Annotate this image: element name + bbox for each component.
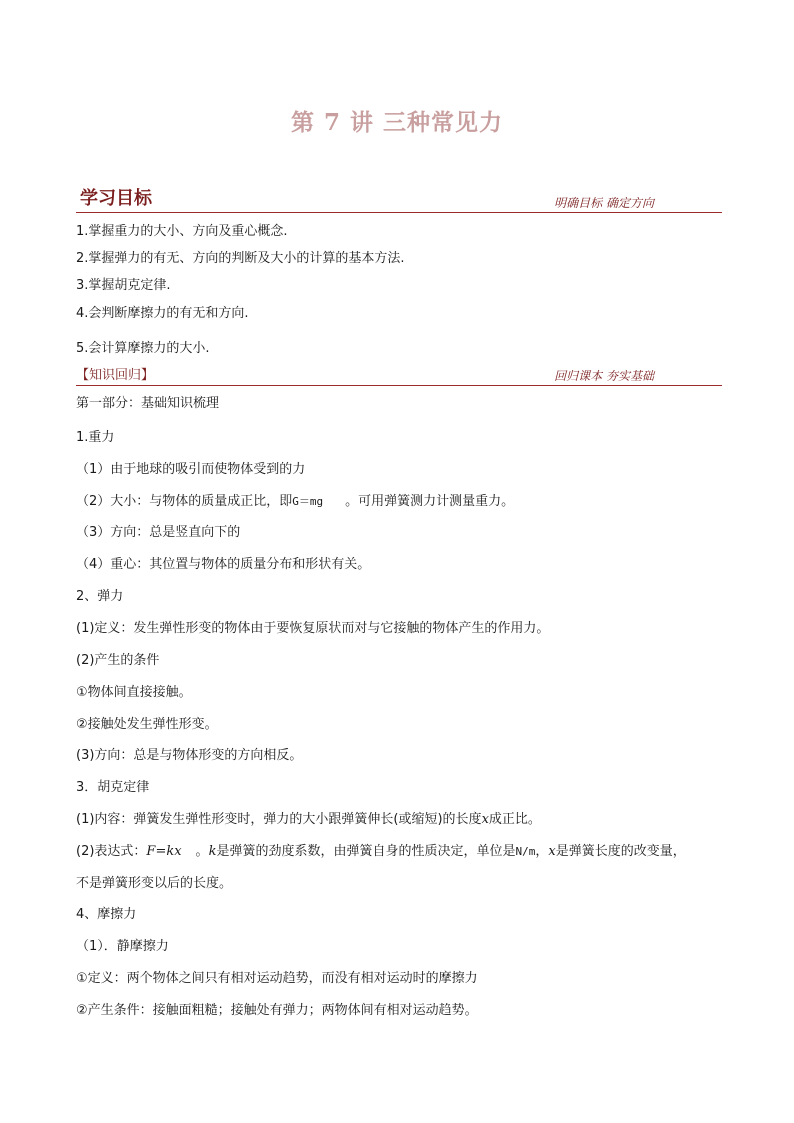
- var-x: x: [548, 844, 556, 859]
- text-fragment: （2）大小：与物体的质量成正比，即: [76, 494, 293, 509]
- text-line: ②接触处发生弹性形变。: [76, 717, 218, 732]
- section-heading: 2、弹力: [76, 589, 124, 604]
- text-fragment: (2)表达式：: [76, 844, 147, 859]
- page-title: 第 7 讲 三种常见力: [290, 109, 504, 136]
- section-heading: 4、摩擦力: [76, 907, 137, 922]
- text-fragment: 。: [195, 844, 209, 859]
- text-line: (3)方向：总是与物体形变的方向相反。: [76, 748, 303, 763]
- text-line: 不是弹簧形变以后的长度。: [76, 876, 233, 891]
- text-line: (2)产生的条件: [76, 653, 160, 668]
- text-fragment: 是弹簧长度的改变量，: [555, 844, 686, 859]
- text-line: [76, 493, 514, 511]
- text-fragment: ，: [535, 844, 549, 859]
- text-fragment: 成正比。: [488, 812, 541, 827]
- text-fragment: 。可用弹簧测力计测量重力。: [345, 494, 515, 509]
- goals-header-tagline: 明确目标 确定方向: [554, 196, 654, 210]
- text-fragment: 是弹簧的劲度系数，由弹簧自身的性质决定，单位是: [216, 844, 516, 859]
- text-fragment: (1)内容：弹簧发生弹性形变时，弹力的大小跟弹簧伸长(或缩短)的长度: [76, 812, 482, 827]
- hooke-formula: F=kx: [146, 844, 182, 859]
- section-heading: 3．胡克定律: [76, 780, 150, 795]
- goal-item: 5.会计算摩擦力的大小.: [76, 341, 210, 356]
- text-line: (1)定义：发生弹性形变的物体由于要恢复原状而对与它接触的物体产生的作用力。: [76, 621, 550, 636]
- text-line: （3）方向：总是竖直向下的: [76, 525, 241, 540]
- text-line: （1）由于地球的吸引而使物体受到的力: [76, 462, 306, 477]
- review-header-tagline: 回归课本 夯实基础: [554, 369, 654, 383]
- var-x: x: [481, 812, 489, 827]
- goal-item: 3.掌握胡克定律.: [76, 278, 171, 293]
- unit: N/m: [515, 845, 536, 858]
- goal-item: 4.会判断摩擦力的有无和方向.: [76, 306, 249, 321]
- text-line: ①定义：两个物体之间只有相对运动趋势，而没有相对运动时的摩擦力: [76, 971, 478, 986]
- review-header: [76, 357, 722, 386]
- review-header-label: 【知识回归】: [76, 368, 155, 383]
- text-line: [76, 843, 686, 861]
- section-heading: 1.重力: [76, 430, 115, 445]
- text-line: （4）重心：其位置与物体的质量分布和形状有关。: [76, 557, 371, 572]
- goals-header: [76, 184, 722, 213]
- gravity-formula: G＝mg: [292, 495, 324, 508]
- goal-item: 1.掌握重力的大小、方向及重心概念.: [76, 224, 288, 239]
- text-line: [76, 811, 541, 829]
- part-title: 第一部分：基础知识梳理: [76, 396, 220, 411]
- goals-header-label: 学习目标: [80, 188, 152, 209]
- text-line: ②产生条件：接触面粗糙；接触处有弹力；两物体间有相对运动趋势。: [76, 1003, 478, 1018]
- var-k: k: [208, 844, 217, 859]
- text-line: ①物体间直接接触。: [76, 685, 192, 700]
- goal-item: 2.掌握弹力的有无、方向的判断及大小的计算的基本方法.: [76, 251, 405, 266]
- text-line: （1）．静摩擦力: [76, 939, 169, 954]
